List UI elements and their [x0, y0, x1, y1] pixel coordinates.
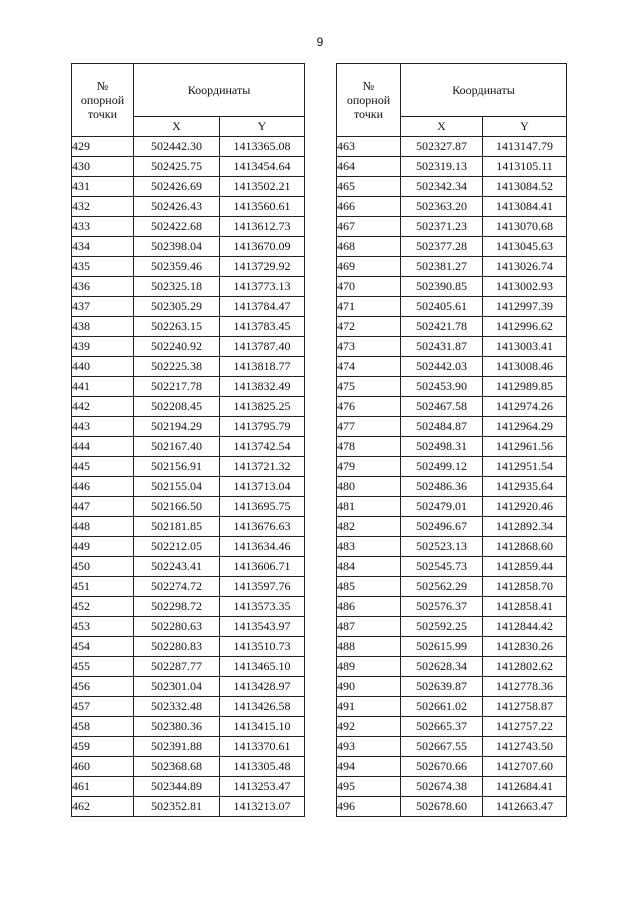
- x-coordinate-cell: 502665.37: [401, 717, 483, 737]
- y-coordinate-cell: 1413795.79: [220, 417, 305, 437]
- x-coordinate-cell: 502442.03: [401, 357, 483, 377]
- point-number-cell: 464: [337, 157, 401, 177]
- point-number-cell: 463: [337, 137, 401, 157]
- x-coordinate-cell: 502615.99: [401, 637, 483, 657]
- y-coordinate-cell: 1413721.32: [220, 457, 305, 477]
- table-row: [72, 617, 305, 637]
- table-row: [337, 157, 567, 177]
- point-number-header-line2: опорной: [346, 93, 391, 107]
- y-coordinate-cell: 1412743.50: [483, 737, 567, 757]
- y-coordinate-cell: 1412844.42: [483, 617, 567, 637]
- table-row: [72, 197, 305, 217]
- table-row: [72, 437, 305, 457]
- table-row: [72, 717, 305, 737]
- point-number-cell: 475: [337, 377, 401, 397]
- y-coordinate-cell: 1412996.62: [483, 317, 567, 337]
- y-header: Y: [483, 117, 567, 137]
- x-coordinate-cell: 502661.02: [401, 697, 483, 717]
- y-coordinate-cell: 1413784.47: [220, 297, 305, 317]
- point-number-header-line3: точки: [87, 107, 118, 121]
- table-row: [72, 457, 305, 477]
- point-number-cell: 459: [72, 737, 134, 757]
- point-number-cell: 493: [337, 737, 401, 757]
- y-coordinate-cell: 1413773.13: [220, 277, 305, 297]
- table-row: [337, 457, 567, 477]
- point-number-cell: 449: [72, 537, 134, 557]
- point-number-cell: 429: [72, 137, 134, 157]
- point-number-cell: 478: [337, 437, 401, 457]
- y-coordinate-cell: 1412868.60: [483, 537, 567, 557]
- table-row: [72, 517, 305, 537]
- y-coordinate-cell: 1412951.54: [483, 457, 567, 477]
- point-number-cell: 448: [72, 517, 134, 537]
- table-row: [337, 497, 567, 517]
- point-number-cell: 471: [337, 297, 401, 317]
- y-coordinate-cell: 1413105.11: [483, 157, 567, 177]
- x-coordinate-cell: 502212.05: [134, 537, 220, 557]
- table-row: [337, 537, 567, 557]
- point-number-cell: 440: [72, 357, 134, 377]
- table-row: [337, 337, 567, 357]
- y-coordinate-cell: 1413426.58: [220, 697, 305, 717]
- x-coordinate-cell: 502298.72: [134, 597, 220, 617]
- y-coordinate-cell: 1413147.79: [483, 137, 567, 157]
- point-number-cell: 481: [337, 497, 401, 517]
- point-number-cell: 430: [72, 157, 134, 177]
- x-coordinate-cell: 502208.45: [134, 397, 220, 417]
- point-number-cell: 482: [337, 517, 401, 537]
- point-number-cell: 451: [72, 577, 134, 597]
- x-coordinate-cell: 502325.18: [134, 277, 220, 297]
- x-coordinate-cell: 502639.87: [401, 677, 483, 697]
- table-row: [72, 537, 305, 557]
- point-number-cell: 462: [72, 797, 134, 817]
- y-coordinate-cell: 1413742.54: [220, 437, 305, 457]
- coordinates-table-right: [336, 63, 567, 817]
- table-row: [72, 497, 305, 517]
- table-row: [337, 557, 567, 577]
- x-coordinate-cell: 502280.63: [134, 617, 220, 637]
- y-coordinate-cell: 1413832.49: [220, 377, 305, 397]
- table-row: [72, 697, 305, 717]
- x-coordinate-cell: 502287.77: [134, 657, 220, 677]
- point-number-cell: 458: [72, 717, 134, 737]
- x-coordinate-cell: 502368.68: [134, 757, 220, 777]
- table-row: [337, 777, 567, 797]
- y-coordinate-cell: 1413002.93: [483, 277, 567, 297]
- point-number-cell: 470: [337, 277, 401, 297]
- x-coordinate-cell: 502240.92: [134, 337, 220, 357]
- y-coordinate-cell: 1413365.08: [220, 137, 305, 157]
- point-number-header-line3: точки: [353, 107, 384, 121]
- x-header: X: [134, 117, 220, 137]
- table-row: [337, 517, 567, 537]
- table-row: [72, 357, 305, 377]
- y-coordinate-cell: 1413695.75: [220, 497, 305, 517]
- point-number-cell: 441: [72, 377, 134, 397]
- y-coordinate-cell: 1413713.04: [220, 477, 305, 497]
- table-row: [337, 477, 567, 497]
- point-number-cell: 431: [72, 177, 134, 197]
- table-row: [337, 697, 567, 717]
- point-number-cell: 454: [72, 637, 134, 657]
- y-coordinate-cell: 1412707.60: [483, 757, 567, 777]
- table-row: [337, 637, 567, 657]
- point-number-cell: 453: [72, 617, 134, 637]
- table-row: [337, 377, 567, 397]
- point-number-cell: 467: [337, 217, 401, 237]
- point-number-cell: 469: [337, 257, 401, 277]
- point-number-cell: 480: [337, 477, 401, 497]
- y-coordinate-cell: 1412935.64: [483, 477, 567, 497]
- point-number-header: [72, 64, 134, 137]
- y-coordinate-cell: 1412892.34: [483, 517, 567, 537]
- x-coordinate-cell: 502670.66: [401, 757, 483, 777]
- table-row: [72, 397, 305, 417]
- x-coordinate-cell: 502442.30: [134, 137, 220, 157]
- x-coordinate-cell: 502167.40: [134, 437, 220, 457]
- coordinates-table-right-body: [337, 137, 567, 817]
- table-row: [72, 277, 305, 297]
- point-number-cell: 445: [72, 457, 134, 477]
- point-number-cell: 444: [72, 437, 134, 457]
- point-number-cell: 434: [72, 237, 134, 257]
- y-coordinate-cell: 1413213.07: [220, 797, 305, 817]
- y-coordinate-cell: 1413606.71: [220, 557, 305, 577]
- table-row: [337, 357, 567, 377]
- point-number-cell: 466: [337, 197, 401, 217]
- x-coordinate-cell: 502377.28: [401, 237, 483, 257]
- table-row: [72, 217, 305, 237]
- y-coordinate-cell: 1413783.45: [220, 317, 305, 337]
- x-coordinate-cell: 502405.61: [401, 297, 483, 317]
- x-coordinate-cell: 502181.85: [134, 517, 220, 537]
- y-coordinate-cell: 1413787.40: [220, 337, 305, 357]
- x-coordinate-cell: 502342.34: [401, 177, 483, 197]
- x-coordinate-cell: 502380.36: [134, 717, 220, 737]
- point-number-cell: 443: [72, 417, 134, 437]
- table-row: [337, 177, 567, 197]
- y-coordinate-cell: 1413560.61: [220, 197, 305, 217]
- x-coordinate-cell: 502194.29: [134, 417, 220, 437]
- x-coordinate-cell: 502496.67: [401, 517, 483, 537]
- point-number-cell: 473: [337, 337, 401, 357]
- y-coordinate-cell: 1413818.77: [220, 357, 305, 377]
- y-coordinate-cell: 1413634.46: [220, 537, 305, 557]
- y-coordinate-cell: 1413454.64: [220, 157, 305, 177]
- point-number-header-line2: опорной: [80, 93, 125, 107]
- table-row: [72, 757, 305, 777]
- point-number-cell: 437: [72, 297, 134, 317]
- y-coordinate-cell: 1412974.26: [483, 397, 567, 417]
- point-number-cell: 452: [72, 597, 134, 617]
- x-coordinate-cell: 502431.87: [401, 337, 483, 357]
- y-coordinate-cell: 1412802.62: [483, 657, 567, 677]
- table-row: [72, 337, 305, 357]
- x-coordinate-cell: 502301.04: [134, 677, 220, 697]
- x-coordinate-cell: 502678.60: [401, 797, 483, 817]
- table-row: [337, 297, 567, 317]
- point-number-cell: 485: [337, 577, 401, 597]
- x-coordinate-cell: 502274.72: [134, 577, 220, 597]
- y-coordinate-cell: 1413003.41: [483, 337, 567, 357]
- point-number-cell: 487: [337, 617, 401, 637]
- table-row: [337, 797, 567, 817]
- x-coordinate-cell: 502371.23: [401, 217, 483, 237]
- page-number: 9: [316, 35, 324, 49]
- y-coordinate-cell: 1412858.41: [483, 597, 567, 617]
- x-coordinate-cell: 502280.83: [134, 637, 220, 657]
- x-coordinate-cell: 502674.38: [401, 777, 483, 797]
- table-row: [337, 257, 567, 277]
- y-coordinate-cell: 1412961.56: [483, 437, 567, 457]
- point-number-header: [337, 64, 401, 137]
- point-number-cell: 490: [337, 677, 401, 697]
- x-coordinate-cell: 502592.25: [401, 617, 483, 637]
- point-number-cell: 491: [337, 697, 401, 717]
- y-coordinate-cell: 1412989.85: [483, 377, 567, 397]
- x-coordinate-cell: 502359.46: [134, 257, 220, 277]
- x-coordinate-cell: 502155.04: [134, 477, 220, 497]
- x-coordinate-cell: 502426.43: [134, 197, 220, 217]
- y-coordinate-cell: 1412684.41: [483, 777, 567, 797]
- y-coordinate-cell: 1413670.09: [220, 237, 305, 257]
- table-row: [72, 137, 305, 157]
- table-row: [337, 577, 567, 597]
- x-coordinate-cell: 502479.01: [401, 497, 483, 517]
- y-coordinate-cell: 1413825.25: [220, 397, 305, 417]
- point-number-cell: 484: [337, 557, 401, 577]
- x-coordinate-cell: 502421.78: [401, 317, 483, 337]
- table-row: [72, 317, 305, 337]
- table-row: [72, 577, 305, 597]
- x-coordinate-cell: 502217.78: [134, 377, 220, 397]
- point-number-cell: 488: [337, 637, 401, 657]
- y-coordinate-cell: 1413729.92: [220, 257, 305, 277]
- y-coordinate-cell: 1413253.47: [220, 777, 305, 797]
- y-coordinate-cell: 1413305.48: [220, 757, 305, 777]
- x-coordinate-cell: 502422.68: [134, 217, 220, 237]
- point-number-cell: 474: [337, 357, 401, 377]
- y-header: Y: [220, 117, 305, 137]
- table-row: [337, 197, 567, 217]
- x-coordinate-cell: 502467.58: [401, 397, 483, 417]
- table-row: [337, 617, 567, 637]
- table-row: [72, 797, 305, 817]
- point-number-cell: 450: [72, 557, 134, 577]
- x-coordinate-cell: 502363.20: [401, 197, 483, 217]
- table-row: [337, 437, 567, 457]
- x-coordinate-cell: 502381.27: [401, 257, 483, 277]
- x-coordinate-cell: 502486.36: [401, 477, 483, 497]
- table-row: [337, 397, 567, 417]
- x-coordinate-cell: 502166.50: [134, 497, 220, 517]
- x-coordinate-cell: 502225.38: [134, 357, 220, 377]
- x-coordinate-cell: 502545.73: [401, 557, 483, 577]
- y-coordinate-cell: 1413502.21: [220, 177, 305, 197]
- coordinates-header: Координаты: [134, 64, 305, 117]
- x-coordinate-cell: 502243.41: [134, 557, 220, 577]
- x-coordinate-cell: 502425.75: [134, 157, 220, 177]
- y-coordinate-cell: 1413370.61: [220, 737, 305, 757]
- table-row: [72, 477, 305, 497]
- point-number-cell: 439: [72, 337, 134, 357]
- coordinates-header: Координаты: [401, 64, 567, 117]
- point-number-cell: 461: [72, 777, 134, 797]
- x-coordinate-cell: 502484.87: [401, 417, 483, 437]
- table-row: [337, 677, 567, 697]
- table-row: [337, 237, 567, 257]
- table-row: [72, 557, 305, 577]
- y-coordinate-cell: 1413070.68: [483, 217, 567, 237]
- table-row: [72, 257, 305, 277]
- table-row: [72, 237, 305, 257]
- point-number-cell: 495: [337, 777, 401, 797]
- x-coordinate-cell: 502156.91: [134, 457, 220, 477]
- y-coordinate-cell: 1413026.74: [483, 257, 567, 277]
- y-coordinate-cell: 1413415.10: [220, 717, 305, 737]
- table-row: [72, 597, 305, 617]
- x-coordinate-cell: 502398.04: [134, 237, 220, 257]
- x-coordinate-cell: 502562.29: [401, 577, 483, 597]
- table-row: [337, 277, 567, 297]
- point-number-cell: 494: [337, 757, 401, 777]
- x-coordinate-cell: 502576.37: [401, 597, 483, 617]
- point-number-cell: 489: [337, 657, 401, 677]
- table-row: [72, 737, 305, 757]
- x-coordinate-cell: 502426.69: [134, 177, 220, 197]
- point-number-cell: 496: [337, 797, 401, 817]
- table-row: [337, 317, 567, 337]
- point-number-cell: 492: [337, 717, 401, 737]
- x-coordinate-cell: 502453.90: [401, 377, 483, 397]
- table-row: [337, 717, 567, 737]
- y-coordinate-cell: 1412778.36: [483, 677, 567, 697]
- table-row: [337, 657, 567, 677]
- point-number-cell: 442: [72, 397, 134, 417]
- y-coordinate-cell: 1413084.41: [483, 197, 567, 217]
- y-coordinate-cell: 1413543.97: [220, 617, 305, 637]
- point-number-cell: 468: [337, 237, 401, 257]
- coordinates-table-left-body: [72, 137, 305, 817]
- x-coordinate-cell: 502499.12: [401, 457, 483, 477]
- y-coordinate-cell: 1412997.39: [483, 297, 567, 317]
- y-coordinate-cell: 1413612.73: [220, 217, 305, 237]
- table-row: [337, 737, 567, 757]
- point-number-cell: 460: [72, 757, 134, 777]
- point-number-cell: 479: [337, 457, 401, 477]
- x-coordinate-cell: 502628.34: [401, 657, 483, 677]
- point-number-cell: 436: [72, 277, 134, 297]
- point-number-cell: 477: [337, 417, 401, 437]
- point-number-header-line1: №: [96, 79, 109, 93]
- point-number-cell: 483: [337, 537, 401, 557]
- y-coordinate-cell: 1412663.47: [483, 797, 567, 817]
- y-coordinate-cell: 1412859.44: [483, 557, 567, 577]
- y-coordinate-cell: 1413045.63: [483, 237, 567, 257]
- table-row: [337, 137, 567, 157]
- x-coordinate-cell: 502391.88: [134, 737, 220, 757]
- point-number-cell: 447: [72, 497, 134, 517]
- point-number-cell: 433: [72, 217, 134, 237]
- point-number-cell: 486: [337, 597, 401, 617]
- y-coordinate-cell: 1413084.52: [483, 177, 567, 197]
- table-row: [72, 157, 305, 177]
- y-coordinate-cell: 1413597.76: [220, 577, 305, 597]
- point-number-cell: 446: [72, 477, 134, 497]
- y-coordinate-cell: 1413676.63: [220, 517, 305, 537]
- x-coordinate-cell: 502327.87: [401, 137, 483, 157]
- table-row: [72, 637, 305, 657]
- x-coordinate-cell: 502390.85: [401, 277, 483, 297]
- y-coordinate-cell: 1412964.29: [483, 417, 567, 437]
- x-coordinate-cell: 502319.13: [401, 157, 483, 177]
- point-number-header-line1: №: [362, 79, 375, 93]
- point-number-cell: 457: [72, 697, 134, 717]
- y-coordinate-cell: 1413510.73: [220, 637, 305, 657]
- y-coordinate-cell: 1413008.46: [483, 357, 567, 377]
- y-coordinate-cell: 1412858.70: [483, 577, 567, 597]
- table-row: [72, 177, 305, 197]
- table-row: [72, 297, 305, 317]
- point-number-cell: 435: [72, 257, 134, 277]
- table-row: [72, 677, 305, 697]
- table-row: [337, 757, 567, 777]
- y-coordinate-cell: 1412830.26: [483, 637, 567, 657]
- table-row: [72, 777, 305, 797]
- x-coordinate-cell: 502667.55: [401, 737, 483, 757]
- x-coordinate-cell: 502332.48: [134, 697, 220, 717]
- x-coordinate-cell: 502523.13: [401, 537, 483, 557]
- point-number-cell: 465: [337, 177, 401, 197]
- point-number-cell: 432: [72, 197, 134, 217]
- y-coordinate-cell: 1412920.46: [483, 497, 567, 517]
- table-row: [337, 417, 567, 437]
- x-coordinate-cell: 502498.31: [401, 437, 483, 457]
- x-coordinate-cell: 502305.29: [134, 297, 220, 317]
- y-coordinate-cell: 1413573.35: [220, 597, 305, 617]
- x-header: X: [401, 117, 483, 137]
- y-coordinate-cell: 1413465.10: [220, 657, 305, 677]
- table-row: [337, 217, 567, 237]
- table-row: [72, 417, 305, 437]
- table-row: [72, 377, 305, 397]
- y-coordinate-cell: 1412757.22: [483, 717, 567, 737]
- point-number-cell: 455: [72, 657, 134, 677]
- table-row: [72, 657, 305, 677]
- point-number-cell: 456: [72, 677, 134, 697]
- x-coordinate-cell: 502263.15: [134, 317, 220, 337]
- point-number-cell: 472: [337, 317, 401, 337]
- point-number-cell: 438: [72, 317, 134, 337]
- x-coordinate-cell: 502352.81: [134, 797, 220, 817]
- x-coordinate-cell: 502344.89: [134, 777, 220, 797]
- y-coordinate-cell: 1412758.87: [483, 697, 567, 717]
- coordinates-table-left: [71, 63, 305, 817]
- y-coordinate-cell: 1413428.97: [220, 677, 305, 697]
- table-row: [337, 597, 567, 617]
- point-number-cell: 476: [337, 397, 401, 417]
